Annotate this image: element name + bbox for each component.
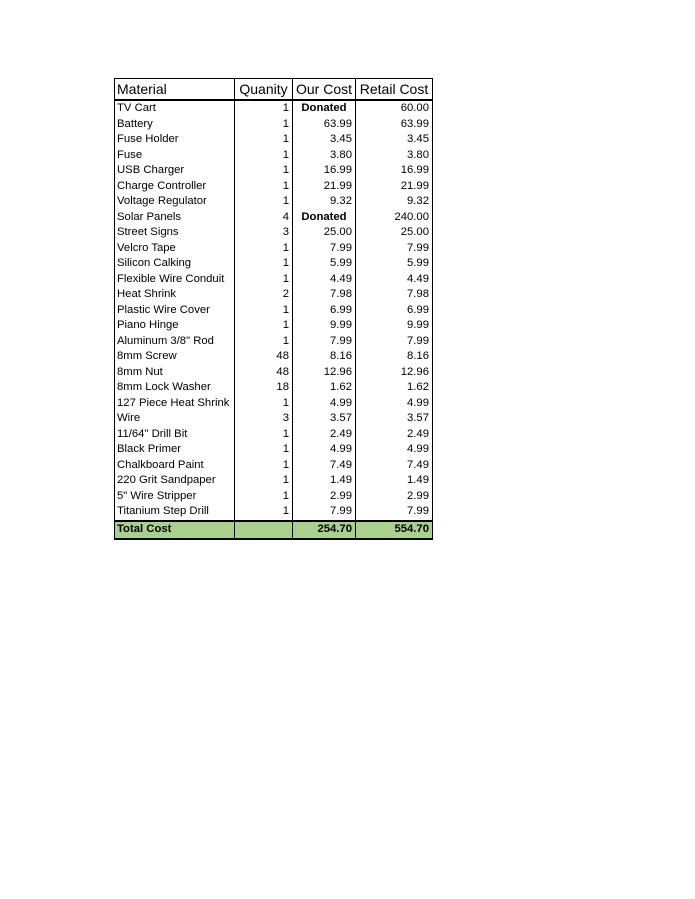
cell-quantity: 3 xyxy=(235,411,293,427)
cell-retail-cost: 3.80 xyxy=(356,148,433,164)
cell-material: 8mm Screw xyxy=(115,349,235,365)
header-row xyxy=(115,79,433,101)
cell-material: 8mm Nut xyxy=(115,365,235,381)
cell-quantity: 3 xyxy=(235,225,293,241)
cell-quantity: 4 xyxy=(235,210,293,226)
cell-quantity: 1 xyxy=(235,396,293,412)
table-row xyxy=(115,349,433,365)
cell-our-cost: 21.99 xyxy=(293,179,356,195)
cell-our-cost: 3.57 xyxy=(293,411,356,427)
cell-retail-cost: 7.98 xyxy=(356,287,433,303)
cell-material: Battery xyxy=(115,117,235,133)
header-quantity: Quanity xyxy=(235,79,293,101)
cell-material: USB Charger xyxy=(115,163,235,179)
total-row xyxy=(115,521,433,539)
table-row xyxy=(115,132,433,148)
cell-retail-cost: 60.00 xyxy=(356,100,433,117)
table-row xyxy=(115,256,433,272)
table-row xyxy=(115,365,433,381)
total-retail-cost: 554.70 xyxy=(356,521,433,539)
cell-material: Silicon Calking xyxy=(115,256,235,272)
cell-our-cost: 4.49 xyxy=(293,272,356,288)
cell-our-cost: 2.99 xyxy=(293,489,356,505)
materials-cost-table xyxy=(114,78,433,540)
cell-our-cost: 5.99 xyxy=(293,256,356,272)
cell-retail-cost: 4.49 xyxy=(356,272,433,288)
cell-material: Chalkboard Paint xyxy=(115,458,235,474)
table-row xyxy=(115,148,433,164)
cell-material: 5" Wire Stripper xyxy=(115,489,235,505)
cell-our-cost: 1.62 xyxy=(293,380,356,396)
cell-retail-cost: 25.00 xyxy=(356,225,433,241)
cell-our-cost: 9.32 xyxy=(293,194,356,210)
cell-material: 11/64" Drill Bit xyxy=(115,427,235,443)
cell-quantity: 1 xyxy=(235,303,293,319)
cell-retail-cost: 63.99 xyxy=(356,117,433,133)
cell-quantity: 1 xyxy=(235,427,293,443)
table-row xyxy=(115,241,433,257)
cell-quantity: 1 xyxy=(235,117,293,133)
table-row xyxy=(115,100,433,117)
cell-quantity: 1 xyxy=(235,241,293,257)
cell-our-cost: 8.16 xyxy=(293,349,356,365)
cell-material: Aluminum 3/8" Rod xyxy=(115,334,235,350)
cell-material: Plastic Wire Cover xyxy=(115,303,235,319)
cell-material: Solar Panels xyxy=(115,210,235,226)
table-row xyxy=(115,179,433,195)
table-row xyxy=(115,287,433,303)
table-row xyxy=(115,504,433,521)
cell-our-cost: 7.99 xyxy=(293,241,356,257)
cell-material: 220 Grit Sandpaper xyxy=(115,473,235,489)
table-row xyxy=(115,334,433,350)
cell-our-cost: Donated xyxy=(293,100,356,117)
cost-sheet xyxy=(114,78,433,540)
cell-material: Black Primer xyxy=(115,442,235,458)
cell-retail-cost: 2.99 xyxy=(356,489,433,505)
table-row xyxy=(115,318,433,334)
table-row xyxy=(115,411,433,427)
cell-retail-cost: 4.99 xyxy=(356,396,433,412)
cell-quantity: 1 xyxy=(235,489,293,505)
table-row xyxy=(115,225,433,241)
header-material: Material xyxy=(115,79,235,101)
cell-material: Street Signs xyxy=(115,225,235,241)
cell-material: Velcro Tape xyxy=(115,241,235,257)
cell-material: Titanium Step Drill xyxy=(115,504,235,521)
cell-retail-cost: 5.99 xyxy=(356,256,433,272)
cell-material: TV Cart xyxy=(115,100,235,117)
cell-our-cost: 2.49 xyxy=(293,427,356,443)
cell-our-cost: 4.99 xyxy=(293,442,356,458)
header-retail-cost: Retail Cost xyxy=(356,79,433,101)
cell-retail-cost: 240.00 xyxy=(356,210,433,226)
table-row xyxy=(115,272,433,288)
cell-material: 127 Piece Heat Shrink xyxy=(115,396,235,412)
table-body xyxy=(115,100,433,521)
table-row xyxy=(115,163,433,179)
cell-quantity: 1 xyxy=(235,194,293,210)
cell-quantity: 1 xyxy=(235,256,293,272)
cell-our-cost: 4.99 xyxy=(293,396,356,412)
cell-retail-cost: 9.32 xyxy=(356,194,433,210)
total-label: Total Cost xyxy=(115,521,235,539)
header-our-cost: Our Cost xyxy=(293,79,356,101)
cell-quantity: 48 xyxy=(235,365,293,381)
cell-quantity: 1 xyxy=(235,100,293,117)
cell-our-cost: 3.45 xyxy=(293,132,356,148)
cell-our-cost: 1.49 xyxy=(293,473,356,489)
total-quantity-blank xyxy=(235,521,293,539)
cell-retail-cost: 8.16 xyxy=(356,349,433,365)
cell-quantity: 1 xyxy=(235,318,293,334)
cell-quantity: 1 xyxy=(235,163,293,179)
cell-quantity: 1 xyxy=(235,442,293,458)
table-row xyxy=(115,194,433,210)
cell-quantity: 1 xyxy=(235,272,293,288)
cell-material: 8mm Lock Washer xyxy=(115,380,235,396)
cell-retail-cost: 4.99 xyxy=(356,442,433,458)
cell-retail-cost: 3.57 xyxy=(356,411,433,427)
cell-our-cost: Donated xyxy=(293,210,356,226)
table-row xyxy=(115,210,433,226)
cell-retail-cost: 7.49 xyxy=(356,458,433,474)
cell-our-cost: 9.99 xyxy=(293,318,356,334)
table-row xyxy=(115,117,433,133)
cell-material: Wire xyxy=(115,411,235,427)
cell-quantity: 1 xyxy=(235,504,293,521)
cell-retail-cost: 12.96 xyxy=(356,365,433,381)
cell-retail-cost: 3.45 xyxy=(356,132,433,148)
total-our-cost: 254.70 xyxy=(293,521,356,539)
cell-our-cost: 12.96 xyxy=(293,365,356,381)
cell-our-cost: 63.99 xyxy=(293,117,356,133)
table-row xyxy=(115,396,433,412)
table-row xyxy=(115,442,433,458)
cell-our-cost: 25.00 xyxy=(293,225,356,241)
cell-quantity: 1 xyxy=(235,473,293,489)
cell-material: Flexible Wire Conduit xyxy=(115,272,235,288)
cell-our-cost: 7.99 xyxy=(293,334,356,350)
cell-material: Fuse xyxy=(115,148,235,164)
cell-our-cost: 7.99 xyxy=(293,504,356,521)
cell-retail-cost: 7.99 xyxy=(356,334,433,350)
cell-retail-cost: 21.99 xyxy=(356,179,433,195)
table-row xyxy=(115,489,433,505)
cell-retail-cost: 2.49 xyxy=(356,427,433,443)
table-row xyxy=(115,303,433,319)
cell-retail-cost: 1.62 xyxy=(356,380,433,396)
cell-material: Voltage Regulator xyxy=(115,194,235,210)
cell-quantity: 1 xyxy=(235,179,293,195)
table-row xyxy=(115,380,433,396)
cell-retail-cost: 6.99 xyxy=(356,303,433,319)
cell-retail-cost: 7.99 xyxy=(356,504,433,521)
cell-quantity: 1 xyxy=(235,458,293,474)
cell-retail-cost: 9.99 xyxy=(356,318,433,334)
cell-retail-cost: 7.99 xyxy=(356,241,433,257)
cell-material: Charge Controller xyxy=(115,179,235,195)
cell-material: Piano Hinge xyxy=(115,318,235,334)
cell-quantity: 1 xyxy=(235,132,293,148)
cell-material: Heat Shrink xyxy=(115,287,235,303)
cell-our-cost: 3.80 xyxy=(293,148,356,164)
cell-quantity: 18 xyxy=(235,380,293,396)
table-row xyxy=(115,458,433,474)
table-row xyxy=(115,427,433,443)
cell-quantity: 2 xyxy=(235,287,293,303)
cell-retail-cost: 1.49 xyxy=(356,473,433,489)
cell-our-cost: 7.98 xyxy=(293,287,356,303)
cell-our-cost: 6.99 xyxy=(293,303,356,319)
cell-quantity: 1 xyxy=(235,334,293,350)
cell-quantity: 48 xyxy=(235,349,293,365)
cell-material: Fuse Holder xyxy=(115,132,235,148)
cell-retail-cost: 16.99 xyxy=(356,163,433,179)
cell-quantity: 1 xyxy=(235,148,293,164)
cell-our-cost: 16.99 xyxy=(293,163,356,179)
table-row xyxy=(115,473,433,489)
cell-our-cost: 7.49 xyxy=(293,458,356,474)
